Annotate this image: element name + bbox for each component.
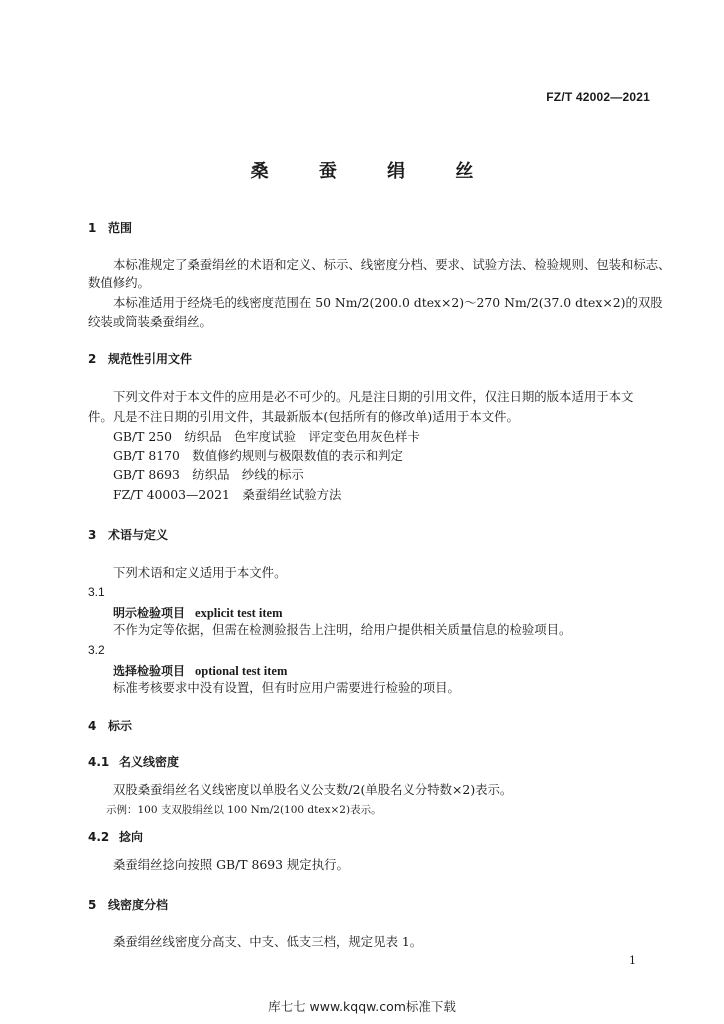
section-4-heading (88, 717, 132, 734)
section-title: 术语与定义 (108, 528, 169, 542)
subsection-title: 名义线密度 (119, 755, 180, 769)
s3-intro: 下列术语和定义适用于本文件。 (113, 565, 287, 580)
document-title: 桑 蚕 绢 丝 (250, 161, 496, 182)
reference-item: FZ/T 40003—2021 桑蚕绢丝试验方法 (113, 487, 342, 502)
reference-item: GB/T 250 纺织品 色牢度试验 评定变色用灰色样卡 (113, 429, 420, 444)
term-3-1 (113, 602, 282, 621)
term-3-2-definition: 标准考核要求中没有设置，但有时应用户需要进行检验的项目。 (113, 680, 460, 695)
s2-para-line1: 下列文件对于本文件的应用是必不可少的。凡是注日期的引用文件，仅注日期的版本适用于本文 (113, 389, 634, 404)
section-number: 5 (88, 898, 97, 912)
term-3-1-definition: 不作为定等依据，但需在检测验报告上注明，给用户提供相关质量信息的检验项目。 (113, 622, 572, 637)
s4-1-example: 示例：100 支双股绢丝以 100 Nm/2(100 dtex×2)表示。 (106, 804, 382, 816)
section-title: 规范性引用文件 (108, 352, 193, 366)
term-en: explicit test item (195, 606, 283, 620)
s2-para-line2: 件。凡是不注日期的引用文件，其最新版本(包括所有的修改单)适用于本文件。 (88, 409, 519, 424)
section-number: 3 (88, 528, 97, 542)
section-3-heading (88, 526, 168, 543)
term-3-1-number: 3.1 (88, 585, 105, 599)
subsection-number: 4.1 (88, 755, 110, 769)
section-title: 范围 (108, 221, 133, 235)
s4-2-text: 桑蚕绢丝捻向按照 GB/T 8693 规定执行。 (113, 857, 349, 872)
footer-watermark[interactable]: 库七七 www.kqqw.com标准下载 (268, 999, 456, 1014)
subsection-4-1-heading (88, 753, 179, 770)
s1-para2-line2: 绞装或筒装桑蚕绢丝。 (88, 314, 212, 329)
term-3-2-number: 3.2 (88, 643, 105, 657)
s5-text: 桑蚕绢丝线密度分高支、中支、低支三档，规定见表 1。 (113, 934, 423, 949)
section-number: 4 (88, 719, 97, 733)
section-title: 线密度分档 (108, 898, 169, 912)
section-title: 标示 (108, 719, 133, 733)
standard-id: FZ/T 42002—2021 (546, 90, 650, 104)
section-2-heading (88, 350, 192, 367)
subsection-number: 4.2 (88, 830, 110, 844)
section-1-heading (88, 219, 132, 236)
term-zh: 选择检验项目 (113, 664, 186, 678)
s1-para1-line2: 数值修约。 (88, 275, 150, 290)
section-5-heading (88, 896, 168, 913)
term-en: optional test item (195, 664, 288, 678)
s1-para1-line1: 本标准规定了桑蚕绢丝的术语和定义、标示、线密度分档、要求、试验方法、检验规则、包装和标志、 (113, 257, 671, 272)
reference-item: GB/T 8693 纺织品 纱线的标示 (113, 467, 304, 482)
term-zh: 明示检验项目 (113, 606, 186, 620)
reference-item: GB/T 8170 数值修约规则与极限数值的表示和判定 (113, 448, 403, 463)
s1-para2-line1: 本标准适用于经烧毛的线密度范围在 50 Nm/2(200.0 dtex×2)～270 Nm/2(37.0 dtex×2)的双股 (113, 295, 663, 310)
s4-1-text: 双股桑蚕绢丝名义线密度以单股名义公支数/2(单股名义分特数×2)表示。 (113, 782, 513, 797)
section-number: 2 (88, 352, 97, 366)
subsection-title: 捻向 (119, 830, 144, 844)
page-number: 1 (629, 954, 636, 967)
subsection-4-2-heading (88, 828, 143, 845)
section-number: 1 (88, 221, 97, 235)
term-3-2 (113, 660, 287, 679)
